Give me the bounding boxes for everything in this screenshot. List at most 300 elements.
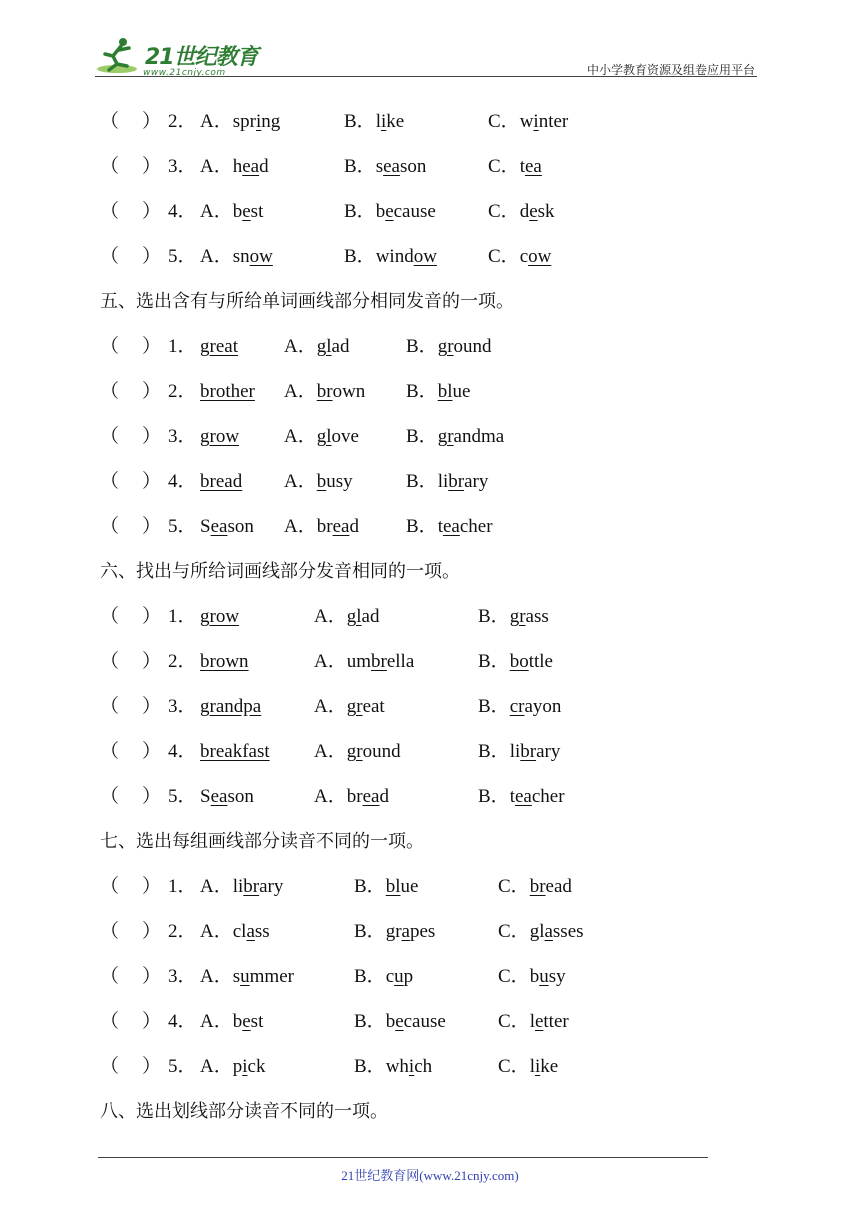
- answer-bracket-close: ）: [142, 786, 162, 807]
- option-given: [200, 369, 255, 414]
- question-row: [100, 639, 780, 684]
- word-prefix: c: [519, 246, 529, 267]
- option-word: [386, 1011, 446, 1032]
- option-b: [344, 189, 436, 234]
- option-b: [354, 999, 446, 1044]
- section-6-title: [100, 549, 780, 594]
- question-number: 5．: [168, 1056, 197, 1077]
- option-label: B．: [344, 111, 376, 132]
- underlined-part: u: [240, 966, 250, 987]
- option-label: B．: [354, 921, 386, 942]
- question-row: [100, 729, 780, 774]
- question-number: 1．: [168, 606, 197, 627]
- option-word: [438, 471, 489, 492]
- word-suffix: d: [349, 516, 359, 537]
- question-number: 2．: [168, 381, 197, 402]
- footer-divider: [98, 1157, 708, 1158]
- option-b: [406, 459, 488, 504]
- option-word: [233, 111, 281, 132]
- word-suffix: mmer: [249, 966, 294, 987]
- option-word: [200, 336, 238, 357]
- option-label: C．: [498, 966, 530, 987]
- option-c: [498, 864, 572, 909]
- answer-bracket-close: ）: [142, 876, 162, 897]
- answer-bracket-open: （: [100, 246, 120, 267]
- question-row: [100, 774, 780, 819]
- question-row: [100, 909, 780, 954]
- option-word: [233, 246, 273, 267]
- option-b: [406, 414, 504, 459]
- option-word: [530, 966, 566, 987]
- option-label: B．: [344, 201, 376, 222]
- underlined-part: brother: [200, 381, 255, 402]
- word-suffix: cause: [403, 1011, 446, 1032]
- word-prefix: sn: [232, 246, 250, 267]
- option-label: B．: [478, 606, 510, 627]
- underlined-part: grow: [200, 426, 240, 447]
- question-row: [100, 1044, 780, 1089]
- word-prefix: li: [509, 741, 521, 762]
- option-given: [200, 459, 242, 504]
- option-a: [200, 1044, 265, 1089]
- word-suffix: nter: [538, 111, 569, 132]
- word-prefix: b: [232, 201, 243, 222]
- answer-bracket-open: （: [100, 966, 120, 987]
- underlined-part: br: [243, 876, 260, 897]
- underlined-part: e: [242, 1011, 251, 1032]
- question-number: 4．: [168, 471, 197, 492]
- option-b: [354, 909, 435, 954]
- question-number: 4．: [168, 741, 197, 762]
- word-suffix: d: [259, 156, 269, 177]
- word-suffix: ke: [540, 1056, 559, 1077]
- option-b: [354, 1044, 432, 1089]
- word-suffix: ass: [525, 606, 549, 627]
- word-suffix: own: [332, 381, 366, 402]
- word-suffix: andma: [453, 426, 505, 447]
- underlined-part: bread: [200, 471, 243, 492]
- word-prefix: l: [529, 1056, 535, 1077]
- option-b: [406, 369, 470, 414]
- underlined-part: grow: [200, 606, 240, 627]
- answer-bracket-close: ）: [142, 1056, 162, 1077]
- underlined-part: ea: [442, 516, 460, 537]
- word-prefix: h: [232, 156, 243, 177]
- word-prefix: d: [519, 201, 530, 222]
- option-word: [386, 921, 436, 942]
- option-word: [510, 741, 561, 762]
- question-number: 2．: [168, 651, 197, 672]
- word-suffix: ke: [386, 111, 405, 132]
- option-label: A．: [200, 876, 233, 897]
- underlined-part: grandpa: [200, 696, 262, 717]
- underlined-part: br: [448, 471, 465, 492]
- option-word: [438, 336, 492, 357]
- answer-bracket-open: （: [100, 336, 120, 357]
- option-c: [488, 99, 568, 144]
- question-row: [100, 594, 780, 639]
- underlined-part: ow: [249, 246, 273, 267]
- question-number: 3．: [168, 966, 197, 987]
- answer-bracket-close: ）: [142, 741, 162, 762]
- underlined-part: gr: [346, 696, 363, 717]
- answer-bracket-close: ）: [142, 201, 162, 222]
- answer-bracket-open: （: [100, 426, 120, 447]
- answer-bracket-close: ）: [142, 156, 162, 177]
- option-label: B．: [354, 1011, 386, 1032]
- option-word: [386, 966, 413, 987]
- option-a: [200, 234, 273, 279]
- option-word: [438, 381, 471, 402]
- word-suffix: p: [403, 966, 414, 987]
- word-suffix: st: [250, 1011, 264, 1032]
- option-a: [200, 864, 283, 909]
- option-label: A．: [284, 426, 317, 447]
- underlined-part: ea: [332, 516, 350, 537]
- word-prefix: wind: [375, 246, 414, 267]
- word-suffix: sk: [537, 201, 555, 222]
- word-suffix: ound: [453, 336, 492, 357]
- underlined-part: a: [544, 921, 553, 942]
- option-word: [438, 516, 493, 537]
- option-a: [314, 729, 401, 774]
- word-suffix: son: [227, 786, 254, 807]
- word-prefix: t: [509, 786, 515, 807]
- option-b: [478, 774, 565, 819]
- section-title-text: 八、选出划线部分读音不同的一项。: [100, 1101, 388, 1122]
- answer-bracket-open: （: [100, 201, 120, 222]
- option-word: [510, 651, 553, 672]
- option-label: C．: [498, 1011, 530, 1032]
- underlined-part: bl: [385, 876, 401, 897]
- answer-bracket-close: ）: [142, 336, 162, 357]
- underlined-part: cr: [509, 696, 525, 717]
- answer-bracket-open: （: [100, 471, 120, 492]
- option-label: A．: [314, 741, 347, 762]
- option-b: [478, 639, 553, 684]
- option-word: [376, 156, 427, 177]
- question-row: [100, 234, 780, 279]
- word-suffix: tter: [543, 1011, 569, 1032]
- option-word: [520, 201, 555, 222]
- underlined-part: breakfast: [200, 741, 270, 762]
- option-a: [314, 639, 414, 684]
- question-row: [100, 324, 780, 369]
- option-b: [478, 729, 560, 774]
- option-c: [498, 999, 569, 1044]
- answer-bracket-close: ）: [142, 1011, 162, 1032]
- word-suffix: ound: [362, 741, 401, 762]
- question-row: [100, 504, 780, 549]
- underlined-part: ea: [210, 516, 228, 537]
- word-suffix: eat: [362, 696, 385, 717]
- option-word: [200, 471, 242, 492]
- question-row: [100, 459, 780, 504]
- runner-logo-icon: [95, 36, 145, 76]
- option-word: [233, 966, 294, 987]
- word-suffix: d: [379, 786, 389, 807]
- question-row: [100, 144, 780, 189]
- option-word: [233, 921, 270, 942]
- word-prefix: gl: [529, 921, 545, 942]
- word-prefix: li: [437, 471, 449, 492]
- option-given: [200, 639, 249, 684]
- option-label: B．: [478, 741, 510, 762]
- section-7-title: [100, 819, 780, 864]
- brand-url: www.21cnjy.com: [143, 68, 226, 78]
- word-prefix: s: [232, 966, 241, 987]
- option-label: B．: [354, 966, 386, 987]
- word-prefix: t: [437, 516, 443, 537]
- option-label: B．: [344, 246, 376, 267]
- option-label: B．: [406, 381, 438, 402]
- question-number: 3．: [168, 426, 197, 447]
- option-a: [200, 954, 294, 999]
- section-title-text: 七、选出每组画线部分读音不同的一项。: [100, 831, 424, 852]
- word-prefix: b: [232, 1011, 243, 1032]
- option-word: [510, 606, 549, 627]
- option-b: [406, 324, 492, 369]
- option-c: [488, 144, 542, 189]
- option-word: [200, 516, 254, 537]
- option-c: [488, 189, 555, 234]
- question-number: 2．: [168, 921, 197, 942]
- word-suffix: sses: [552, 921, 584, 942]
- word-suffix: ad: [361, 606, 380, 627]
- question-row: [100, 684, 780, 729]
- underlined-part: e: [529, 201, 538, 222]
- logo: [95, 36, 265, 76]
- option-label: A．: [200, 111, 233, 132]
- underlined-part: e: [534, 1011, 544, 1032]
- question-row: [100, 369, 780, 414]
- question-row: [100, 864, 780, 909]
- word-prefix: um: [346, 651, 372, 672]
- option-c: [498, 1044, 558, 1089]
- option-word: [200, 696, 261, 717]
- word-prefix: wh: [385, 1056, 409, 1077]
- option-label: A．: [200, 201, 233, 222]
- option-word: [200, 786, 254, 807]
- option-b: [344, 144, 426, 189]
- option-word: [317, 426, 359, 447]
- option-label: A．: [284, 381, 317, 402]
- underlined-part: great: [200, 336, 238, 357]
- word-prefix: spr: [232, 111, 256, 132]
- answer-bracket-open: （: [100, 156, 120, 177]
- underlined-part: bo: [509, 651, 529, 672]
- option-label: B．: [478, 651, 510, 672]
- answer-bracket-close: ）: [142, 651, 162, 672]
- word-prefix: l: [529, 1011, 535, 1032]
- underlined-part: br: [316, 381, 333, 402]
- answer-bracket-close: ）: [142, 246, 162, 267]
- answer-bracket-close: ）: [142, 921, 162, 942]
- option-a: [284, 459, 353, 504]
- option-word: [317, 471, 353, 492]
- answer-bracket-open: （: [100, 1011, 120, 1032]
- question-number: 5．: [168, 246, 197, 267]
- answer-bracket-open: （: [100, 786, 120, 807]
- option-b: [344, 234, 437, 279]
- section-title-text: 六、找出与所给词画线部分发音相同的一项。: [100, 561, 460, 582]
- option-a: [200, 999, 263, 1044]
- option-a: [284, 369, 365, 414]
- option-word: [200, 606, 239, 627]
- question-row: [100, 99, 780, 144]
- underlined-part: ea: [514, 786, 532, 807]
- option-a: [200, 909, 270, 954]
- word-prefix: p: [232, 1056, 243, 1077]
- answer-bracket-open: （: [100, 876, 120, 897]
- answer-bracket-open: （: [100, 516, 120, 537]
- underlined-part: ea: [362, 786, 380, 807]
- underlined-part: u: [394, 966, 404, 987]
- underlined-part: i: [534, 1056, 541, 1077]
- underlined-part: i: [408, 1056, 415, 1077]
- answer-bracket-open: （: [100, 606, 120, 627]
- underlined-part: brown: [200, 651, 249, 672]
- footer-text: 21世纪教育网(www.21cnjy.com): [341, 1168, 519, 1183]
- underlined-part: br: [371, 651, 387, 672]
- underlined-part: gr: [346, 741, 363, 762]
- answer-bracket-close: ）: [142, 606, 162, 627]
- question-row: [100, 414, 780, 459]
- word-prefix: br: [346, 786, 363, 807]
- word-suffix: son: [227, 516, 254, 537]
- option-label: B．: [406, 426, 438, 447]
- word-suffix: ue: [452, 381, 471, 402]
- question-row: [100, 189, 780, 234]
- word-prefix: l: [375, 111, 381, 132]
- option-word: [317, 381, 366, 402]
- underlined-part: e: [242, 201, 251, 222]
- word-suffix: sy: [548, 966, 566, 987]
- option-c: [488, 234, 551, 279]
- option-word: [233, 156, 269, 177]
- word-suffix: usy: [326, 471, 353, 492]
- option-word: [233, 1056, 266, 1077]
- underlined-part: a: [401, 921, 410, 942]
- option-given: [200, 729, 270, 774]
- platform-text: 中小学教育资源及组卷应用平台: [586, 63, 755, 77]
- word-prefix: b: [385, 1011, 396, 1032]
- question-number: 4．: [168, 1011, 197, 1032]
- option-word: [510, 786, 565, 807]
- option-a: [314, 774, 389, 819]
- option-a: [314, 594, 379, 639]
- underlined-part: ow: [528, 246, 552, 267]
- answer-bracket-close: ）: [142, 696, 162, 717]
- option-a: [200, 99, 280, 144]
- option-word: [347, 786, 389, 807]
- word-prefix: S: [200, 786, 211, 807]
- option-label: A．: [284, 516, 317, 537]
- option-label: B．: [406, 471, 438, 492]
- word-suffix: ella: [386, 651, 415, 672]
- option-word: [386, 1056, 432, 1077]
- underlined-part: e: [395, 1011, 404, 1032]
- option-a: [200, 189, 263, 234]
- option-word: [530, 1011, 569, 1032]
- underlined-part: b: [316, 471, 327, 492]
- answer-bracket-open: （: [100, 111, 120, 132]
- word-suffix: ttle: [528, 651, 553, 672]
- option-label: A．: [200, 966, 233, 987]
- option-label: C．: [488, 111, 520, 132]
- option-word: [376, 246, 437, 267]
- question-number: 2．: [168, 111, 197, 132]
- brand-name: 21世纪教育: [145, 45, 258, 70]
- underlined-part: ea: [210, 786, 228, 807]
- word-suffix: ary: [259, 876, 284, 897]
- option-label: A．: [314, 651, 347, 672]
- word-suffix: cher: [459, 516, 493, 537]
- word-prefix: b: [375, 201, 386, 222]
- option-word: [520, 246, 552, 267]
- question-number: 1．: [168, 336, 197, 357]
- word-suffix: cher: [531, 786, 565, 807]
- answer-bracket-open: （: [100, 1056, 120, 1077]
- option-b: [406, 504, 493, 549]
- option-word: [520, 156, 542, 177]
- option-label: A．: [200, 921, 233, 942]
- option-label: C．: [498, 921, 530, 942]
- option-a: [284, 324, 349, 369]
- option-word: [200, 381, 255, 402]
- option-a: [200, 144, 269, 189]
- answer-bracket-open: （: [100, 921, 120, 942]
- word-suffix: ead: [545, 876, 572, 897]
- option-label: A．: [200, 1056, 233, 1077]
- underlined-part: ea: [242, 156, 260, 177]
- word-prefix: c: [385, 966, 395, 987]
- word-suffix: pes: [409, 921, 436, 942]
- option-word: [376, 201, 436, 222]
- option-label: A．: [284, 336, 317, 357]
- question-number: 4．: [168, 201, 197, 222]
- question-number: 5．: [168, 516, 197, 537]
- option-c: [498, 909, 584, 954]
- answer-bracket-open: （: [100, 651, 120, 672]
- word-prefix: S: [200, 516, 211, 537]
- question-number: 1．: [168, 876, 197, 897]
- option-b: [344, 99, 404, 144]
- underlined-part: i: [380, 111, 387, 132]
- question-number: 3．: [168, 696, 197, 717]
- underlined-part: i: [533, 111, 539, 132]
- word-suffix: ayon: [524, 696, 562, 717]
- header-divider: [95, 76, 757, 77]
- answer-bracket-close: ）: [142, 426, 162, 447]
- option-label: B．: [406, 516, 438, 537]
- option-label: B．: [478, 786, 510, 807]
- underlined-part: gl: [346, 606, 362, 627]
- option-word: [386, 876, 419, 897]
- option-label: B．: [354, 876, 386, 897]
- question-number: 5．: [168, 786, 197, 807]
- word-prefix: b: [529, 966, 540, 987]
- underlined-part: i: [255, 111, 262, 132]
- option-word: [530, 1056, 559, 1077]
- underlined-part: gl: [316, 426, 332, 447]
- option-word: [200, 651, 249, 672]
- underlined-part: bl: [437, 381, 453, 402]
- option-label: B．: [354, 1056, 386, 1077]
- word-suffix: ue: [400, 876, 419, 897]
- option-word: [233, 201, 264, 222]
- question-row: [100, 999, 780, 1044]
